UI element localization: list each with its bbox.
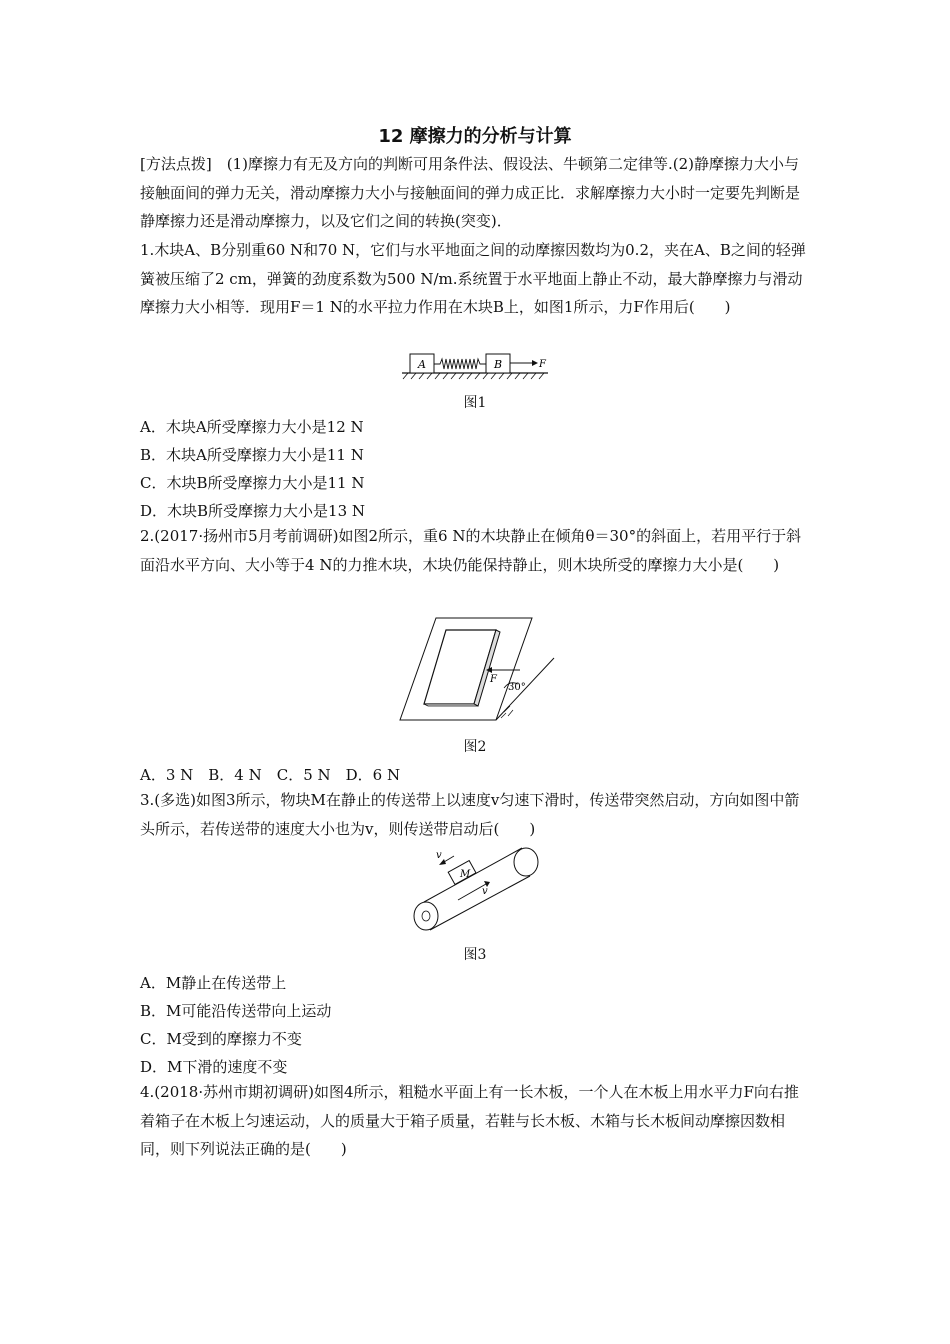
figure-2-caption: 图2 bbox=[463, 739, 487, 755]
q1-option-a: A．木块A所受摩擦力大小是12 N bbox=[140, 418, 364, 436]
velocity-arrow-block bbox=[444, 856, 454, 862]
q1-option-b: B．木块A所受摩擦力大小是11 N bbox=[140, 446, 364, 464]
block-b-label: B bbox=[494, 358, 503, 371]
figure-1-caption: 图1 bbox=[463, 395, 487, 411]
page-title: 12 摩擦力的分析与计算 bbox=[378, 126, 572, 147]
force-label: F bbox=[539, 359, 546, 370]
figure-2 bbox=[392, 614, 562, 726]
q1-option-c: C．木块B所受摩擦力大小是11 N bbox=[140, 474, 365, 492]
figure-1 bbox=[400, 348, 550, 382]
q3-option-d: D．M下滑的速度不变 bbox=[140, 1058, 288, 1076]
q3-option-a: A．M静止在传送带上 bbox=[140, 974, 287, 992]
roller-bottom bbox=[414, 902, 438, 930]
question-3-stem: 3.(多选)如图3所示，物块M在静止的传送带上以速度v匀速下滑时，传送带突然启动，方向如图中箭头所示，若传送带的速度大小也为v，则传送带启动后( ) bbox=[140, 791, 800, 838]
figure-3-caption: 图3 bbox=[463, 947, 487, 963]
q3-option-c: C．M受到的摩擦力不变 bbox=[140, 1030, 302, 1048]
question-1-stem: 1.木块A、B分别重60 N和70 N，它们与水平地面之间的动摩擦因数均为0.2，夹在A、B之间的轻弹簧被压缩了2 cm，弹簧的劲度系数为500 N/m.系统置于水平地面上静止不动，最大静摩擦力与滑动摩擦力大小相等．现用F＝1 N的水平拉力作用在木块B上，如图1所示，力F作用后( ) bbox=[140, 241, 806, 316]
q1-option-d: D．木块B所受摩擦力大小是13 N bbox=[140, 502, 366, 520]
q2-options: A．3 N B．4 N C．5 N D．6 N bbox=[140, 766, 401, 784]
velocity-label-block: v bbox=[436, 850, 442, 861]
angle-label: 30° bbox=[508, 682, 526, 693]
q3-option-b: B．M可能沿传送带向上运动 bbox=[140, 1002, 332, 1020]
force-label: F bbox=[490, 674, 497, 685]
spring bbox=[434, 359, 486, 369]
roller-top bbox=[514, 848, 538, 876]
question-2-stem: 2.(2017·扬州市5月考前调研)如图2所示，重6 N的木块静止在倾角θ＝30°的斜面上，若用平行于斜面沿水平方向、大小等于4 N的力推木块，木块仍能保持静止，则木块所受的摩擦力大小是( ) bbox=[140, 527, 802, 574]
figure-3 bbox=[404, 840, 550, 940]
method-note: [方法点拨] (1)摩擦力有无及方向的判断可用条件法、假设法、牛顿第二定律等.(2)静摩擦力大小与接触面间的弹力无关，滑动摩擦力大小与接触面间的弹力成正比．求解摩擦力大小时一定要先判断是静摩擦力还是滑动摩擦力，以及它们之间的转换(突变)． bbox=[140, 155, 801, 230]
question-4-stem: 4.(2018·苏州市期初调研)如图4所示，粗糙水平面上有一长木板，一个人在木板上用水平力F向右推着箱子在木板上匀速运动，人的质量大于箱子质量，若鞋与长木板、木箱与长木板间动摩擦因数相同，则下列说法正确的是( ) bbox=[140, 1083, 799, 1158]
velocity-label-belt: v bbox=[482, 886, 488, 897]
belt-lower bbox=[430, 876, 530, 930]
block-m-label: M bbox=[460, 869, 471, 880]
block-a-label: A bbox=[418, 358, 426, 371]
